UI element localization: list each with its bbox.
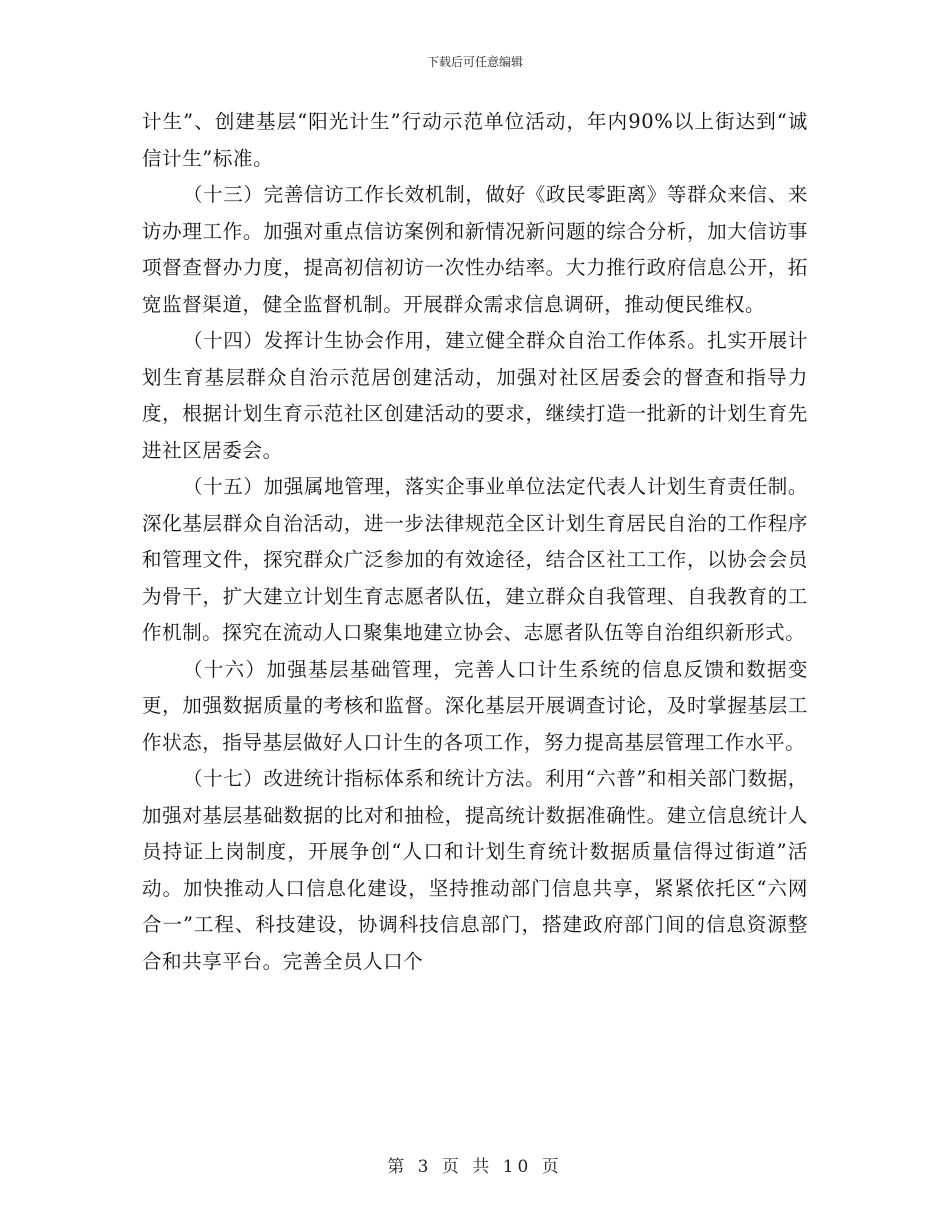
page-header-note: 下载后可任意编辑 xyxy=(426,55,523,69)
paragraph-13: （十三）完善信访工作长效机制，做好《政民零距离》等群众来信、来访办理工作。加强对重点信访案例和新情况新问题的综合分析，加大信访事项督查督办力度，提高初信初访一次性办结率。大力推行政府信息公开，拓宽监督渠道，健全监督机制。开展群众需求信息调研，推动便民维权。 xyxy=(142,183,808,316)
paragraph-continuation: 计生”、创建基层“阳光计生”行动示范单位活动，年内90%以上街达到“诚信计生”标准。 xyxy=(142,110,808,170)
paragraph-17: （十七）改进统计指标体系和统计方法。利用“六普”和相关部门数据，加强对基层基础数据的比对和抽检，提高统计数据准确性。建立信息统计人员持证上岗制度，开展争创“人口和计划生育统计数据质量信得过街道”活动。加快推动人口信息化建设，坚持推动部门信息共享，紧紧依托区“六网合一”工程、科技建设，协调科技信息部门，搭建政府部门间的信息资源整合和共享平台。完善全员人口个 xyxy=(142,767,808,973)
document-body xyxy=(142,104,808,980)
paragraph-14: （十四）发挥计生协会作用，建立健全群众自治工作体系。扎实开展计划生育基层群众自治示范居创建活动，加强对社区居委会的督查和指导力度，根据计划生育示范社区创建活动的要求，继续打造一批新的计划生育先进社区居委会。 xyxy=(142,329,808,462)
paragraph-15: （十五）加强属地管理，落实企事业单位法定代表人计划生育责任制。深化基层群众自治活动，进一步法律规范全区计划生育居民自治的工作程序和管理文件，探究群众广泛参加的有效途径，结合区社工工作，以协会会员为骨干，扩大建立计划生育志愿者队伍，建立群众自我管理、自我教育的工作机制。探究在流动人口聚集地建立协会、志愿者队伍等自治组织新形式。 xyxy=(142,475,808,644)
page-number-footer: 第 3 页 共 10 页 xyxy=(387,1157,563,1177)
paragraph-16: （十六）加强基层基础管理，完善人口计生系统的信息反馈和数据变更，加强数据质量的考核和监督。深化基层开展调查讨论，及时掌握基层工作状态，指导基层做好人口计生的各项工作，努力提高基层管理工作水平。 xyxy=(142,657,808,754)
